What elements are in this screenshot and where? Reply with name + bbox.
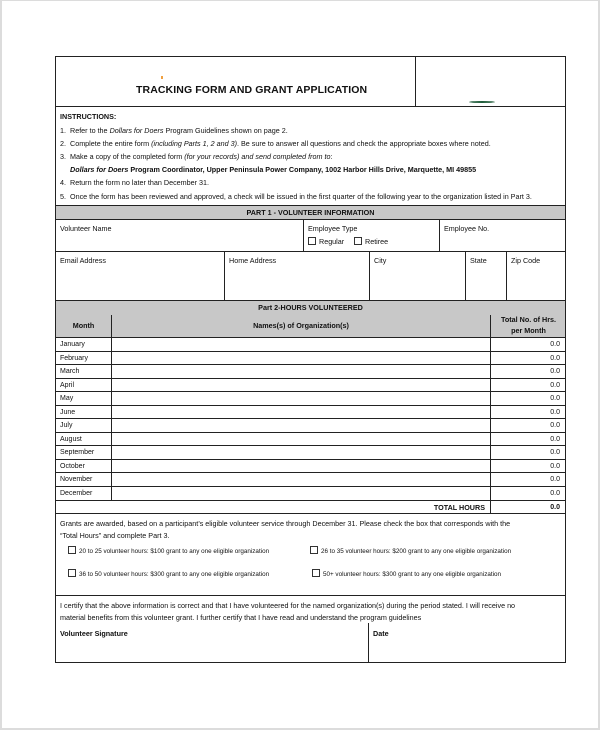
employee-type-label: Employee Type bbox=[308, 224, 358, 233]
hours-cell[interactable]: 0.0 bbox=[550, 436, 560, 443]
regular-checkbox[interactable] bbox=[308, 237, 316, 245]
instruction-text: : bbox=[330, 152, 333, 161]
instruction-item-2 bbox=[60, 140, 491, 147]
hours-cell[interactable]: 0.0 bbox=[550, 409, 560, 416]
total-column-header-line2: per Month bbox=[511, 326, 546, 335]
table-row bbox=[56, 392, 565, 405]
hours-cell[interactable]: 0.0 bbox=[550, 395, 560, 402]
month-cell: April bbox=[60, 382, 75, 389]
retiree-option[interactable] bbox=[354, 237, 388, 245]
zip-code-label: Zip Code bbox=[511, 256, 541, 265]
employee-no-field[interactable] bbox=[440, 220, 566, 251]
total-column-header-line1: Total No. of Hrs. bbox=[501, 315, 556, 324]
month-cell: September bbox=[60, 449, 95, 456]
grant-bottom-rule bbox=[56, 595, 565, 596]
organization-input[interactable] bbox=[112, 487, 490, 500]
volunteer-name-label: Volunteer Name bbox=[60, 224, 112, 233]
table-row bbox=[56, 446, 565, 459]
certification-line1: I certify that the above information is correct and that I have volunteered for the named organization(s) during the period stated. I will receive no bbox=[60, 601, 516, 610]
grant-option-36-50[interactable] bbox=[68, 569, 269, 578]
month-cell: October bbox=[60, 463, 85, 470]
state-field[interactable] bbox=[466, 252, 506, 300]
instruction-text: Once the form has been reviewed and approved, a check will be issued in the first quarter of the following year to the organization listed in Part 3. bbox=[70, 192, 532, 201]
instruction-item-3 bbox=[60, 153, 332, 160]
instruction-number: 5. bbox=[60, 192, 66, 201]
grant-option-50-plus[interactable] bbox=[312, 569, 501, 578]
regular-label: Regular bbox=[319, 237, 345, 246]
city-label: City bbox=[374, 256, 387, 265]
month-cell: February bbox=[60, 355, 89, 362]
instruction-text: Make a copy of the completed form bbox=[70, 152, 185, 161]
hours-cell[interactable]: 0.0 bbox=[550, 382, 560, 389]
month-cell: July bbox=[60, 422, 73, 429]
month-cell: November bbox=[60, 476, 93, 483]
organization-input[interactable] bbox=[112, 365, 490, 378]
date-label: Date bbox=[373, 629, 389, 638]
month-cell: December bbox=[60, 490, 93, 497]
month-cell: May bbox=[60, 395, 74, 402]
city-field[interactable] bbox=[370, 252, 465, 300]
header-divider bbox=[415, 57, 416, 106]
table-row bbox=[56, 365, 565, 378]
table-row bbox=[56, 419, 565, 432]
organization-input[interactable] bbox=[112, 446, 490, 459]
total-hours-value: 0.0 bbox=[550, 504, 560, 511]
grant-checkbox-26-35[interactable] bbox=[310, 546, 318, 554]
total-hours-row bbox=[56, 501, 565, 513]
instruction-item-1 bbox=[60, 127, 288, 134]
hours-cell[interactable]: 0.0 bbox=[550, 341, 560, 348]
organization-column-header: Names(s) of Organization(s) bbox=[253, 321, 349, 330]
retiree-checkbox[interactable] bbox=[354, 237, 362, 245]
state-label: State bbox=[470, 256, 487, 265]
instruction-address bbox=[70, 166, 476, 173]
header-bottom-rule bbox=[56, 106, 565, 107]
employee-type-field bbox=[304, 220, 438, 251]
instruction-text: . Be sure to answer all questions and check the appropriate boxes where noted. bbox=[237, 139, 491, 148]
hours-cell[interactable]: 0.0 bbox=[550, 449, 560, 456]
hours-cell[interactable]: 0.0 bbox=[550, 368, 560, 375]
instruction-text: Program Coordinator, Upper Peninsula Power Company, 1002 Harbor Hills Drive, Marquette, MI 49855 bbox=[128, 165, 477, 174]
hours-cell[interactable]: 0.0 bbox=[550, 476, 560, 483]
employee-no-label: Employee No. bbox=[444, 224, 490, 233]
instruction-text: Program Guidelines shown on page 2. bbox=[163, 126, 288, 135]
hours-cell[interactable]: 0.0 bbox=[550, 490, 560, 497]
email-address-label: Email Address bbox=[60, 256, 106, 265]
instruction-item-4 bbox=[60, 179, 209, 186]
hours-cell[interactable]: 0.0 bbox=[550, 463, 560, 470]
grant-text-line2: “Total Hours” and complete Part 3. bbox=[60, 531, 170, 540]
email-address-field[interactable] bbox=[56, 252, 224, 300]
zip-code-field[interactable] bbox=[507, 252, 566, 300]
month-cell: January bbox=[60, 341, 85, 348]
logo-icon bbox=[469, 101, 495, 103]
volunteer-name-field[interactable] bbox=[56, 220, 303, 251]
instruction-emphasis: (for your records) and send completed from to bbox=[184, 152, 331, 161]
instruction-number: 3. bbox=[60, 152, 66, 161]
organization-input[interactable] bbox=[112, 473, 490, 486]
tracking-form bbox=[55, 56, 566, 663]
grant-option-20-25[interactable] bbox=[68, 546, 269, 555]
home-address-label: Home Address bbox=[229, 256, 277, 265]
certification-line2: material benefits from this volunteer grant. I further certify that I have read and understand the program guidelines bbox=[60, 613, 422, 622]
decorative-dot bbox=[161, 76, 163, 79]
table-row bbox=[56, 487, 565, 500]
hours-cell[interactable]: 0.0 bbox=[550, 355, 560, 362]
grant-option-label: 50+ volunteer hours: $300 grant to any one eligible organization bbox=[323, 571, 502, 578]
instructions-heading: INSTRUCTIONS: bbox=[60, 112, 117, 121]
month-cell: June bbox=[60, 409, 76, 416]
instruction-number: 2. bbox=[60, 139, 66, 148]
grant-checkbox-20-25[interactable] bbox=[68, 546, 76, 554]
home-address-field[interactable] bbox=[225, 252, 369, 300]
date-field[interactable] bbox=[369, 624, 565, 662]
form-title: TRACKING FORM AND GRANT APPLICATION bbox=[136, 84, 368, 96]
table-row bbox=[56, 338, 565, 351]
grant-option-label: 20 to 25 volunteer hours: $100 grant to any one eligible organization bbox=[79, 548, 270, 555]
month-cell: August bbox=[60, 436, 82, 443]
instruction-text: Complete the entire form bbox=[70, 139, 152, 148]
grant-option-label: 36 to 50 volunteer hours: $300 grant to any one eligible organization bbox=[79, 571, 270, 578]
grant-checkbox-50-plus[interactable] bbox=[312, 569, 320, 577]
total-hours-rule bbox=[56, 513, 565, 514]
table-row bbox=[56, 473, 565, 486]
organization-input[interactable] bbox=[112, 392, 490, 405]
regular-option[interactable] bbox=[308, 237, 344, 245]
part2-heading: Part 2-HOURS VOLUNTEERED bbox=[258, 303, 363, 312]
instruction-item-5 bbox=[60, 193, 532, 200]
instruction-text: Return the form no later than December 31. bbox=[70, 178, 210, 187]
instruction-text: Refer to the bbox=[70, 126, 110, 135]
total-hours-label: TOTAL HOURS bbox=[433, 503, 485, 512]
volunteer-signature-label: Volunteer Signature bbox=[60, 629, 128, 638]
month-cell: March bbox=[60, 368, 80, 375]
instruction-emphasis: Dollars for Doers bbox=[70, 165, 129, 174]
part1-heading: PART 1 - VOLUNTEER INFORMATION bbox=[246, 208, 375, 217]
grant-option-26-35[interactable] bbox=[310, 546, 511, 555]
organization-input[interactable] bbox=[112, 419, 490, 432]
retiree-label: Retiree bbox=[365, 237, 389, 246]
instruction-number: 1. bbox=[60, 126, 66, 135]
instruction-emphasis: (including Parts 1, 2 and 3) bbox=[151, 139, 238, 148]
month-column-header: Month bbox=[72, 321, 95, 330]
grant-checkbox-36-50[interactable] bbox=[68, 569, 76, 577]
instruction-number: 4. bbox=[60, 178, 66, 187]
organization-input[interactable] bbox=[112, 338, 490, 351]
volunteer-signature-field[interactable] bbox=[56, 624, 367, 662]
grant-option-label: 26 to 35 volunteer hours: $200 grant to any one eligible organization bbox=[321, 548, 512, 555]
grant-text-line1: Grants are awarded, based on a participant’s eligible volunteer service through December 31. Please check the box that corresponds with the bbox=[60, 519, 511, 528]
hours-cell[interactable]: 0.0 bbox=[550, 422, 560, 429]
instruction-emphasis: Dollars for Doers bbox=[109, 126, 164, 135]
